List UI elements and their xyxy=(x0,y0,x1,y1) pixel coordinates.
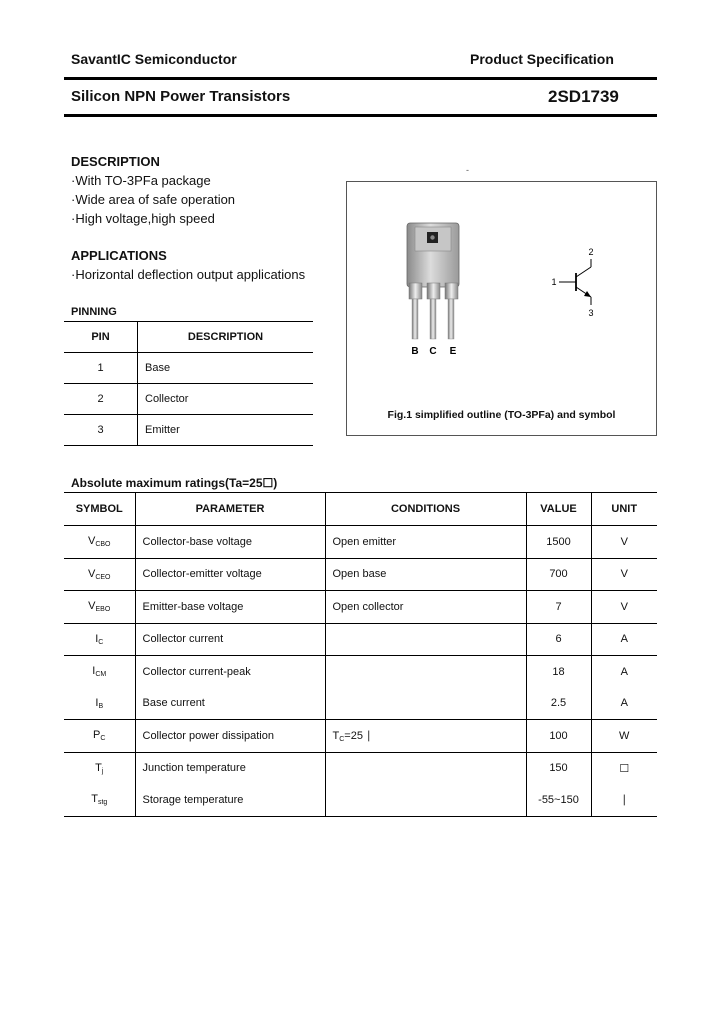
lead-shoulder-b xyxy=(409,283,422,299)
symbol-letter: I xyxy=(92,665,96,678)
symbol-cell xyxy=(64,623,135,656)
symbol-pin-3: 3 xyxy=(588,308,594,318)
ratings-header-row xyxy=(64,493,657,526)
applications-item: ·Horizontal deflection output applications xyxy=(71,267,306,282)
figure-box xyxy=(346,181,657,436)
parameter-cell: Collector power dissipation xyxy=(135,720,325,753)
unit-cell: W xyxy=(591,720,657,753)
value-cell: 2.5 xyxy=(526,688,591,720)
ratings-table xyxy=(64,492,657,817)
company-name: SavantIC Semiconductor xyxy=(71,51,237,67)
symbol-cell xyxy=(64,752,135,784)
symbol-subscript: CBO xyxy=(95,541,111,549)
value-cell: -55~150 xyxy=(526,784,591,816)
conditions-cell xyxy=(325,688,526,720)
conditions-cell: Open base xyxy=(325,558,526,591)
symbol-collector-line xyxy=(576,267,591,277)
table-row xyxy=(64,526,657,559)
pinning-header-row xyxy=(64,322,313,353)
conditions-cell: Open collector xyxy=(325,591,526,624)
symbol-pin-2: 2 xyxy=(588,247,594,257)
parameter-cell: Collector current-peak xyxy=(135,656,325,688)
table-row xyxy=(64,384,313,415)
pin-description-header: DESCRIPTION xyxy=(138,322,314,353)
description-title: DESCRIPTION xyxy=(71,154,160,169)
description-item: ·High voltage,high speed xyxy=(71,211,215,226)
parameter-cell: Collector-emitter voltage xyxy=(135,558,325,591)
pin-header: PIN xyxy=(64,322,138,353)
symbol-letter: I xyxy=(95,696,99,709)
condition-letter: T xyxy=(332,729,340,742)
npn-transistor-symbol xyxy=(559,259,591,305)
symbol-subscript: CEO xyxy=(95,573,111,581)
symbol-letter: V xyxy=(87,535,96,548)
table-row xyxy=(64,353,313,384)
condition-subscript: C xyxy=(339,735,345,743)
symbol-cell xyxy=(64,656,135,688)
applications-title: APPLICATIONS xyxy=(71,248,167,263)
table-row xyxy=(64,558,657,591)
value-cell: 7 xyxy=(526,591,591,624)
product-line: Silicon NPN Power Transistors xyxy=(71,88,291,105)
lead-label-e: E xyxy=(449,346,457,357)
figure-caption: Fig.1 simplified outline (TO-3PFa) and symbol xyxy=(387,409,616,421)
stray-mark: - xyxy=(466,165,469,175)
symbol-cell xyxy=(64,591,135,624)
pin-number: 2 xyxy=(64,384,138,415)
parameter-cell: Base current xyxy=(135,688,325,720)
symbol-letter: V xyxy=(87,567,96,580)
symbol-subscript: j xyxy=(101,767,104,775)
symbol-letter: V xyxy=(88,600,96,613)
table-row xyxy=(64,784,657,816)
unit-cell: V xyxy=(591,526,657,559)
lead-e xyxy=(448,299,454,339)
value-cell: 150 xyxy=(526,752,591,784)
unit-cell: ∣ xyxy=(591,784,657,816)
conditions-cell xyxy=(325,720,526,753)
parameter-cell: Collector-base voltage xyxy=(135,526,325,559)
pinning-title: PINNING xyxy=(71,306,117,318)
mounting-hole-center xyxy=(430,235,434,239)
pin-description: Emitter xyxy=(138,415,314,446)
lead-shoulder-e xyxy=(445,283,458,299)
lead-label-b: B xyxy=(411,346,419,357)
lead-b xyxy=(412,299,418,339)
conditions-cell xyxy=(325,784,526,816)
unit-cell: V xyxy=(591,558,657,591)
lead-shoulder-c xyxy=(427,283,440,299)
value-cell: 1500 xyxy=(526,526,591,559)
symbol-cell xyxy=(64,526,135,559)
unit-cell: ☐ xyxy=(619,762,630,775)
symbol-letter: I xyxy=(95,632,99,645)
transistor-outline-drawing xyxy=(347,182,656,407)
symbol-subscript: EBO xyxy=(95,606,111,614)
conditions-header: CONDITIONS xyxy=(325,493,526,526)
table-row xyxy=(64,591,657,624)
table-row xyxy=(64,688,657,720)
conditions-cell xyxy=(325,656,526,688)
unit-header: UNIT xyxy=(591,493,657,526)
ratings-title: Absolute maximum ratings(Ta=25☐) xyxy=(71,476,278,490)
conditions-cell: Open emitter xyxy=(325,526,526,559)
part-number: 2SD1739 xyxy=(548,87,619,106)
value-header: VALUE xyxy=(526,493,591,526)
parameter-cell: Emitter-base voltage xyxy=(135,591,325,624)
symbol-letter: T xyxy=(95,761,102,774)
unit-cell: V xyxy=(591,591,657,624)
symbol-cell xyxy=(64,558,135,591)
parameter-cell: Storage temperature xyxy=(135,784,325,816)
header-rule-top xyxy=(64,77,657,80)
parameter-header: PARAMETER xyxy=(135,493,325,526)
table-row xyxy=(64,623,657,656)
table-row xyxy=(64,415,313,446)
unit-cell: A xyxy=(620,665,628,678)
lead-c xyxy=(430,299,436,339)
conditions-cell xyxy=(325,752,526,784)
table-row xyxy=(64,752,657,784)
value-cell: 700 xyxy=(526,558,591,591)
description-item: ·With TO-3PFa package xyxy=(71,173,211,188)
symbol-subscript: B xyxy=(98,702,104,710)
pin-description: Collector xyxy=(138,384,314,415)
conditions-cell xyxy=(325,623,526,656)
doc-type: Product Specification xyxy=(470,51,614,67)
symbol-pin-1: 1 xyxy=(551,277,557,287)
symbol-cell xyxy=(64,784,135,816)
emitter-arrow-icon xyxy=(584,291,591,297)
symbol-subscript: C xyxy=(98,638,104,646)
symbol-letter: T xyxy=(91,793,98,806)
pin-number: 3 xyxy=(64,415,138,446)
unit-cell: A xyxy=(591,623,657,656)
table-row xyxy=(64,656,657,688)
header-rule-bottom xyxy=(64,114,657,117)
symbol-letter: P xyxy=(93,729,101,742)
unit-cell: A xyxy=(591,688,657,720)
pinning-table xyxy=(64,321,313,446)
value-cell: 100 xyxy=(526,720,591,753)
condition-tail: =25 ∣ xyxy=(344,729,372,742)
pin-description: Base xyxy=(138,353,314,384)
parameter-cell: Collector current xyxy=(135,623,325,656)
symbol-subscript: stg xyxy=(97,799,108,807)
lead-label-c: C xyxy=(429,346,437,357)
symbol-header: SYMBOL xyxy=(64,493,135,526)
description-list xyxy=(71,171,235,228)
symbol-subscript: CM xyxy=(95,671,107,679)
symbol-cell xyxy=(64,688,135,720)
symbol-cell xyxy=(64,720,135,753)
value-cell: 18 xyxy=(526,656,591,688)
value-cell: 6 xyxy=(526,623,591,656)
pin-number: 1 xyxy=(64,353,138,384)
parameter-cell: Junction temperature xyxy=(135,752,325,784)
description-item: ·Wide area of safe operation xyxy=(71,192,236,207)
table-row xyxy=(64,720,657,753)
symbol-subscript: C xyxy=(100,735,106,743)
